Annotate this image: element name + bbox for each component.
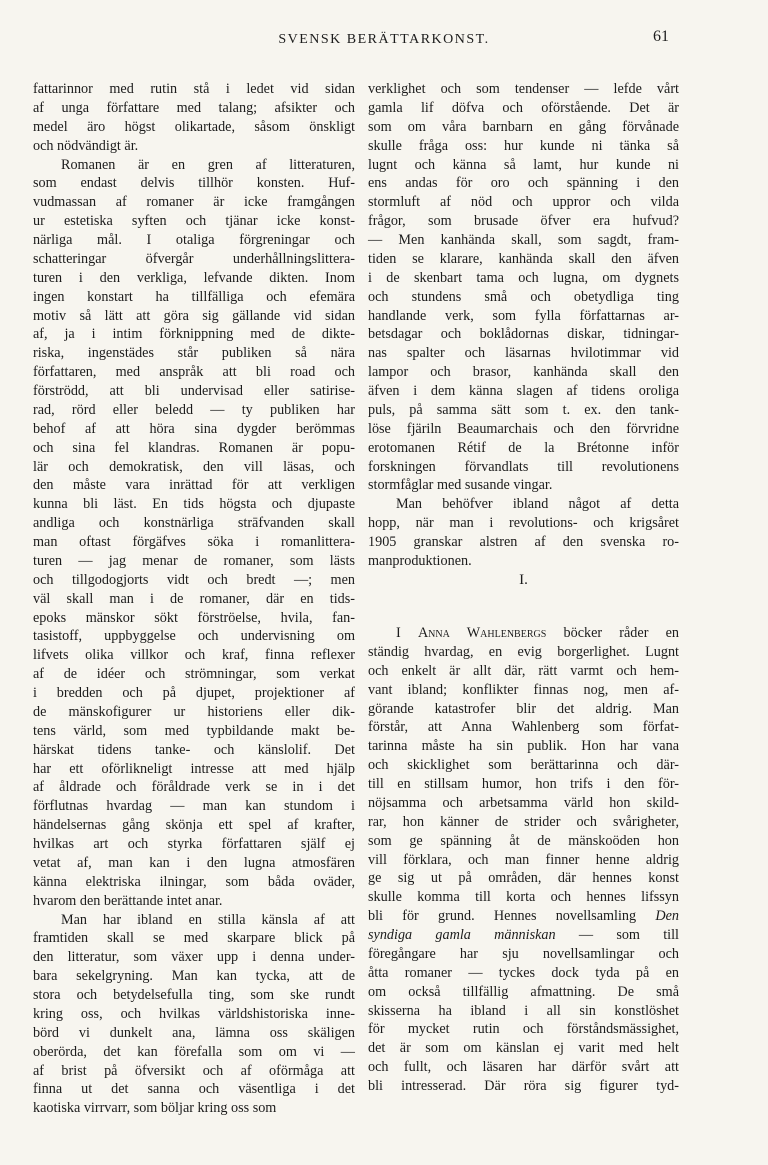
text-line: fattarinnor med rutin stå i ledet vid sidan xyxy=(33,81,355,97)
text-line: lugnt och känna så lamt, hur kunde ni xyxy=(368,156,679,173)
book-title: Den xyxy=(655,908,679,925)
text-line: tiden se klarare, kanhända skall den äfven xyxy=(368,250,679,267)
text-line: erotomanen Rétif de la Brétonne inför xyxy=(368,439,679,456)
text-line: medel äro högst olikartade, såsom önskligt xyxy=(33,118,355,135)
text-line: vetat af, man kan i den lugna atmosfären xyxy=(33,854,355,871)
book-title: syndiga gamla människan xyxy=(368,927,556,943)
text-line: nöjsamma och arbetsamma värld hon skild- xyxy=(368,794,679,811)
text-line: i de skenbart tama och lugna, om dygnets xyxy=(368,269,679,286)
text-line: åtta romaner — tyckes dock tyda på en xyxy=(368,964,679,981)
text-line: och stundens små och obetydliga ting xyxy=(368,288,679,305)
text-line: turen i den verkliga, lefvande dikten. Inom xyxy=(33,269,355,286)
text-line: lifvets olika villkor och kraf, finna reflexer xyxy=(33,647,355,664)
text-line: Man har ibland en stilla känsla af att xyxy=(61,911,355,928)
text-line: forskningen förvandlats till revolutionens xyxy=(368,458,679,475)
text-line: frågor, som brusade öfver era hufvud? xyxy=(368,213,679,230)
text-line: nas spalter och läsarnas hvilotimmar vid xyxy=(368,345,679,362)
text-line: som ge spänning åt de mänskoöden hon xyxy=(368,832,679,849)
text-line: schatteringar öfvergår underhållningslittera- xyxy=(33,250,355,267)
text-line: af unga författare med talang; afsikter och xyxy=(33,99,355,116)
text-line: af, ja i intim förknippning med de dikte- xyxy=(33,326,355,343)
text-line: af de idéer och strömningar, som verkat xyxy=(33,666,355,683)
text-line: hvilkas art och styrka författaren själf ej xyxy=(33,836,355,852)
text-line: turen — jag menar de romaner, som lästs xyxy=(33,552,355,569)
text-line: och skicklighet som berättarinna och där- xyxy=(368,757,679,774)
text-line: verklighet och som tendenser — lefde vårt xyxy=(368,81,679,97)
text-line: skulle komma till korta och hennes lifssyn xyxy=(368,889,679,906)
text-line xyxy=(368,926,679,945)
text-line: Man behöfver ibland något af detta xyxy=(396,496,679,513)
text-fragment: — som till xyxy=(578,927,679,943)
text-line: som om våra barnbarn en gång förvånade xyxy=(368,118,679,135)
text-line: lampor och brasor, kanhända skall den xyxy=(368,364,679,381)
text-line: — Men kanhända skall, som sagdt, fram- xyxy=(368,232,679,248)
text-line: vill förklara, och man finner henne aldrig xyxy=(368,851,679,868)
text-line: som endast delvis tillhör konsten. Huf- xyxy=(33,175,355,192)
text-line: ens andas för oro och spänning i den xyxy=(368,175,679,192)
text-line: tarinna måste ha sin publik. Hon har vana xyxy=(368,738,679,755)
dropcap-word: I xyxy=(396,625,401,641)
text-line: den litteratur, som växer upp i denna under- xyxy=(33,949,355,966)
text-line: författaren, med anspråk att bli road och xyxy=(33,364,355,381)
text-line: stormfåglar med susande vingar. xyxy=(368,477,553,494)
text-line: af åldrade och föråldrade verk se in i det xyxy=(33,779,355,796)
text-line: de mänskofigurer ur historiens eller dik- xyxy=(33,703,355,720)
text-line: om också tillfällig afmattning. De små xyxy=(368,983,679,1000)
text-line: härskat tidens tanke- och känslolif. Det xyxy=(33,741,355,758)
running-head: SVENSK BERÄTTARKONST. xyxy=(278,32,490,47)
text-line: stora och betydelsefulla ting, som ske rundt xyxy=(33,987,355,1003)
text-fragment: böcker råder en xyxy=(563,625,680,641)
text-line: känna elektriska ilningar, som båda oväder, xyxy=(33,873,355,890)
text-line: stormluft af nöd och uppror och vilda xyxy=(368,194,679,211)
text-line: epoks mänskor sökt förströelse, hvila, fan- xyxy=(33,609,355,626)
text-line: förströdd, att bli undervisad eller satirise- xyxy=(33,383,355,399)
text-line: och enkelt är allt där, rätt varmt och hem- xyxy=(368,662,679,679)
right-column-upper xyxy=(368,80,679,571)
paragraph-lines xyxy=(368,643,679,907)
text-line: vudmassan af romaner är icke framgången xyxy=(33,194,355,211)
page-number: 61 xyxy=(653,28,669,45)
text-line: kaotiska virrvarr, som böljar kring oss som xyxy=(33,1100,277,1117)
text-line: ur estetiska syften och tjänar icke konst- xyxy=(33,213,355,230)
text-line: betsdagar och boklådornas diskar, tidningar- xyxy=(368,326,679,343)
text-line: ständig hvardag, en evig borgerlighet. Lugnt xyxy=(368,643,679,660)
text-line: äfven i dem känna slagen af tidens oroliga xyxy=(368,383,679,399)
text-line: framtiden skall se med skarpare blick på xyxy=(33,930,355,947)
text-line: Romanen är en gren af litteraturen, xyxy=(61,156,355,173)
text-line: görande katastrofer blir det aldrig. Man xyxy=(368,700,679,717)
text-line: man oftast förgäfves söka i romanlittera- xyxy=(33,534,355,550)
author-name: Anna Wahlenbergs xyxy=(417,625,547,641)
text-line: föregångare har sju novellsamlingar och xyxy=(368,945,679,962)
text-line: vant ibland; konflikter finnas nog, men af- xyxy=(368,681,679,698)
text-line xyxy=(368,907,679,926)
text-line: af brist på öfversikt och af oförmåga att xyxy=(33,1062,355,1079)
text-line: kunna bli läst. En tids högsta och djupaste xyxy=(33,496,355,513)
text-line: tasistoff, uppbyggelse och undervisning om xyxy=(33,628,355,645)
text-line: och nödvändigt är. xyxy=(33,137,139,154)
text-line: puls, på samma sätt som t. ex. den tank- xyxy=(368,401,679,418)
text-line xyxy=(368,624,679,643)
text-line: händelsernas gång skönja ett spel af krafter, xyxy=(33,817,355,834)
text-line: har ett oförlikneligt intresse att med hjälp xyxy=(33,760,355,777)
text-line: andliga och konstnärliga strāfvanden skall xyxy=(33,515,355,532)
text-line: för mycket rutin och förståndsmässighet, xyxy=(368,1021,679,1038)
text-line: i bredden och på djupet, projektioner af xyxy=(33,685,355,701)
text-line: rad, rörd eller beledd — ty publiken har xyxy=(33,401,355,418)
text-line: gamla lif döfva och oförstående. Det är xyxy=(368,99,679,116)
text-line: bara sekelgryning. Man kan tycka, att de xyxy=(33,968,355,985)
right-column-lower xyxy=(368,624,679,1096)
text-line: tens värld, som med typbildande makt be- xyxy=(33,722,355,739)
text-line: förflutnas hvardag — man kan stundom i xyxy=(33,798,355,815)
text-line: hvarom den berättande intet anar. xyxy=(33,892,223,909)
text-line: den måste vara inrättad för att verkligen xyxy=(33,477,355,494)
text-line: rar, hon känner de strider och svårigheter, xyxy=(368,813,679,830)
paragraph-lines xyxy=(368,945,679,1096)
text-line: riska, ingenstädes står publiken så nära xyxy=(33,345,355,362)
text-fragment: bli för grund. Hennes novellsamling xyxy=(368,908,637,925)
text-line: handlande verk, som fylla författarnas ar- xyxy=(368,307,679,324)
text-line: förstår, att Anna Wahlenberg som förfat- xyxy=(368,719,679,736)
text-line: det är som om känslan ej varit med helt xyxy=(368,1040,679,1057)
text-line: till en stillsam humor, hon trifs i den för- xyxy=(368,776,679,792)
text-line: löse fjäriln Beaumarchais och den förvridne xyxy=(368,420,679,437)
text-line: lär och demokratisk, den vill läsas, och xyxy=(33,458,355,475)
text-line: kring oss, och hvilkas världshistoriska inne- xyxy=(33,1005,355,1022)
text-line: behof af att höra sina dygder berömmas xyxy=(33,420,355,437)
text-line: 1905 granskar alstren af den svenska ro- xyxy=(368,534,679,550)
text-line: ge sig ut på områden, där hennes konst xyxy=(368,870,679,887)
text-line: manproduktionen. xyxy=(368,552,472,569)
text-line: och fullt, och läsaren har därför svårt att xyxy=(368,1059,679,1076)
text-line: finna ut det sanna och väsentliga i det xyxy=(33,1081,355,1098)
text-line: ingen konstart ha tillfälliga och efemära xyxy=(33,288,355,305)
text-line: börd vi dunkelt ana, lämna oss skäligen xyxy=(33,1024,355,1041)
text-line: väl skall man i de romaner, där en tids- xyxy=(33,590,355,607)
text-line: hopp, när man i revolutions- och krigsåret xyxy=(368,515,679,532)
text-line: bli intresserad. Där röra sig figurer tyd- xyxy=(368,1078,679,1094)
text-line: motiv så lätt att göra sig gällande vid sidan xyxy=(33,307,355,324)
text-line: och sina fel klandras. Romanen är popu- xyxy=(33,439,355,456)
text-line: och tillgodogjorts vidt och bredt —; men xyxy=(33,571,355,588)
section-heading: I. xyxy=(519,572,528,588)
left-column xyxy=(33,80,355,1118)
text-line: närliga mål. I otaliga förgreningar och xyxy=(33,232,355,248)
text-line: skulle fråga oss: hur kunde ni tänka så xyxy=(368,137,679,154)
text-line: skisserna ha ibland i all sin konstlöshet xyxy=(368,1002,679,1019)
text-line: oberörda, det kan förefalla som om vi — xyxy=(33,1043,355,1060)
